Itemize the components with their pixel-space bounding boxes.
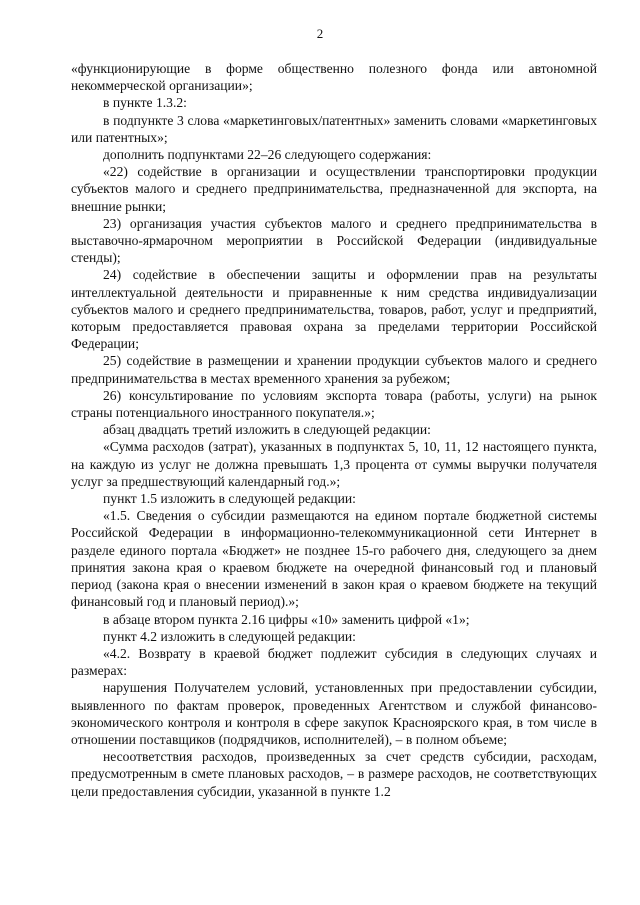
paragraph-clause-1-5: пункт 1.5 изложить в следующей редакции:	[103, 491, 356, 507]
paragraph-item-23: 23) организация участия субъектов малого и среднего предпринимательства в выставочно-ярмарочном мероприятии в Российской Федерации (индивидуальные стенды);	[71, 215, 597, 266]
paragraph-expense-sum: «Сумма расходов (затрат), указанных в подпунктах 5, 10, 11, 12 настоящего пункта, на каждую из услуг не должна превышать 1,3 процента от суммы выручки получателя услуг за предшествующий календарный год.»;	[71, 439, 597, 489]
paragraph-violation: нарушения Получателем условий, установленных при предоставлении субсидии, выявленного по фактам проверок, проведенных Агентством и службой финансово-экономического контроля и контроля в сфере закупок Красноярского края, в том числе в отношении поставщиков (подрядчиков, исполнителей), – в полном объеме;	[71, 680, 597, 747]
paragraph-item-25: 25) содействие в размещении и хранении продукции субъектов малого и среднего предпринимательства в местах временного хранения за рубежом;	[71, 353, 597, 386]
paragraph-item-26: 26) консультирование по условиям экспорта товара (работы, услуги) на рынок страны потенциального иностранного покупателя.»;	[71, 387, 597, 421]
paragraph-mismatch: несоответствия расходов, произведенных за счет средств субсидии, расходам, предусмотренным в смете плановых расходов, – в размере расходов, не соответствующих цели предоставления субсидии, указанной в пункте 1.2	[71, 749, 597, 799]
paragraph-item-24: 24) содействие в обеспечении защиты и оформлении прав на результаты интеллектуальной деятельности и приравненные к ним средства индивидуализации субъектов малого и среднего предпринимательства, товаров, работ, услуг и предприятий, которым предоставляется правовая охрана за пределами территории Российской Федерации;	[71, 267, 597, 352]
paragraph-abzac-23: абзац двадцать третий изложить в следующей редакции:	[103, 422, 431, 438]
paragraph-clause-1-3-2: в пункте 1.3.2:	[103, 95, 187, 111]
document-body	[71, 60, 597, 800]
paragraph-clause-4-2-text: «4.2. Возврату в краевой бюджет подлежит субсидия в следующих случаях и размерах:	[71, 645, 597, 679]
paragraph-add-subclauses: дополнить подпунктами 22–26 следующего содержания:	[103, 147, 432, 163]
paragraph-clause-1-5-text: «1.5. Сведения о субсидии размещаются на едином портале бюджетной системы Российской Федерации в информационно-телекоммуникационной сети Интернет в разделе единого портала «Бюджет» не позднее 15-го рабочего дня, следующего за днем принятия закона края о краевом бюджете на очередной финансовый год и плановый период (закона края о внесении изменений в закон края о краевом бюджете на текущий финансовый год и плановый период).»;	[71, 508, 597, 610]
paragraph-subclause-3: в подпункте 3 слова «маркетинговых/патентных» заменить словами «маркетинговых или патентных»;	[71, 112, 597, 145]
paragraph-item-22: «22) содействие в организации и осуществлении транспортировки продукции субъектов малого и среднего предпринимательства, предназначенной для экспорта, на внешние рынки;	[71, 164, 597, 214]
paragraph-clause-2-16: в абзаце втором пункта 2.16 цифры «10» заменить цифрой «1»;	[103, 611, 470, 627]
paragraph-clause-4-2: пункт 4.2 изложить в следующей редакции:	[103, 628, 356, 644]
paragraph-continuation: «функционирующие в форме общественно полезного фонда или автономной некоммерческой организации»;	[71, 61, 597, 94]
page-number: 2	[316, 26, 324, 41]
